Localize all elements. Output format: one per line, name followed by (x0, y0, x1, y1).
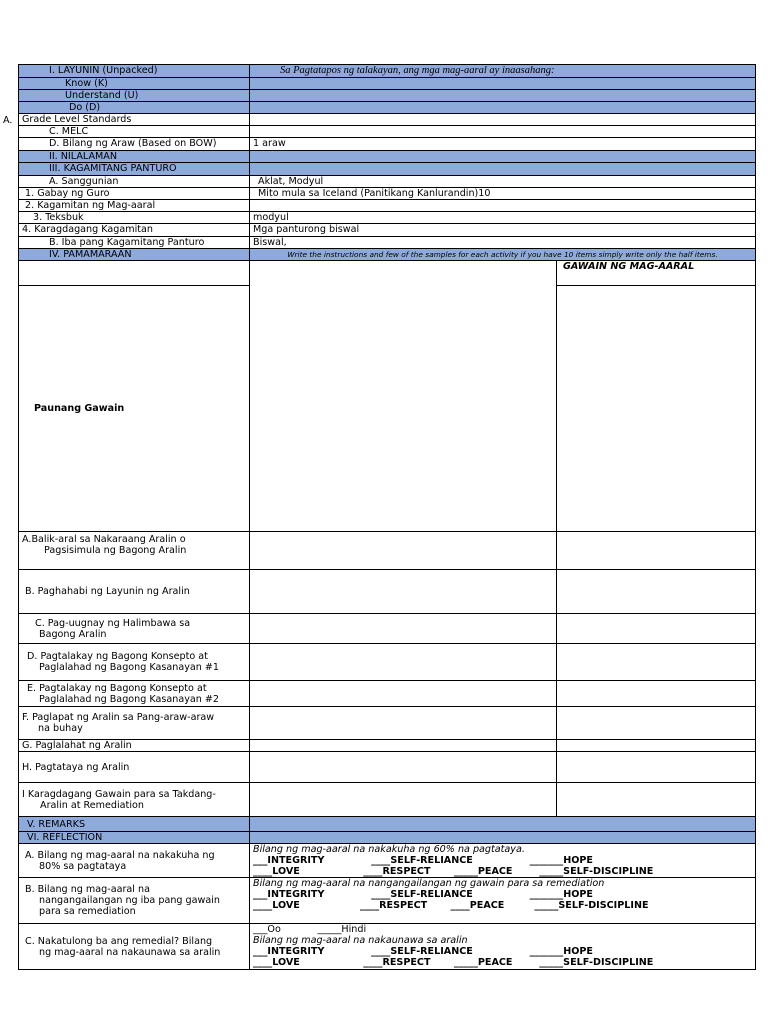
gawain-header: GAWAIN NG MAG-AARAL (557, 261, 756, 286)
do-value[interactable] (250, 102, 756, 114)
row-proc-b (19, 570, 756, 614)
gabay-value[interactable]: Mito mula sa Iceland (Panitikang Kanlurandin)10 (250, 188, 756, 200)
proc-e-guro[interactable] (250, 681, 557, 707)
proc-f-mag-aaral[interactable] (557, 707, 756, 740)
row-proc-e (19, 681, 756, 707)
row-reflection-b (19, 878, 756, 924)
proc-b-guro[interactable] (250, 570, 557, 614)
core-values-c-2[interactable]: ____LOVE ____RESPECT _____PEACE _____SELF-DISCIPLINE (253, 957, 654, 968)
gabay-label: 1. Gabay ng Guro (19, 188, 250, 200)
kagamitan-mag-value[interactable] (250, 200, 756, 212)
row-procedure-header (19, 261, 756, 286)
layunin-value[interactable]: Sa Pagtatapos ng talakayan, ang mga mag-aaral ay inaasahang: (250, 65, 756, 78)
row-proc-d (19, 644, 756, 681)
proc-a-guro[interactable] (250, 532, 557, 570)
row-sanggunian (19, 176, 756, 188)
proc-g-label: G. Paglalahat ng Aralin (19, 740, 250, 752)
row-understand (19, 90, 756, 102)
grade-level-label: Grade Level Standards (19, 114, 250, 126)
kagamitang-value[interactable] (250, 163, 756, 176)
proc-i-label: I Karagdagang Gawain para sa Takdang- Aralin at Remediation (19, 783, 250, 817)
row-proc-a (19, 532, 756, 570)
row-reflection (19, 832, 756, 844)
row-layunin (19, 65, 756, 78)
proc-c-label: C. Pag-uugnay ng Halimbawa sa Bagong Aralin (19, 614, 250, 644)
melc-value[interactable] (250, 126, 756, 138)
nilalaman-value[interactable] (250, 151, 756, 163)
row-teksbuk (19, 212, 756, 224)
row-pamamaraan (19, 249, 756, 261)
core-values-c-1[interactable]: ___INTEGRITY ____SELF-RELIANCE _______HOPE (253, 946, 593, 957)
paunang-label: Paunang Gawain (19, 286, 250, 532)
row-know (19, 78, 756, 90)
layunin-label: I. LAYUNIN (Unpacked) (19, 65, 250, 78)
kagamitan-mag-label: 2. Kagamitan ng Mag-aaral (19, 200, 250, 212)
proc-g-mag-aaral[interactable] (557, 740, 756, 752)
karagdagang-label: 4. Karagdagang Kagamitan (19, 224, 250, 237)
row-iba-pang (19, 237, 756, 249)
row-melc (19, 126, 756, 138)
reflection-b-note: Bilang ng mag-aaral na nangangailangan ng gawain para sa remediation (253, 878, 605, 889)
reflection-c-value[interactable] (250, 924, 756, 970)
row-kagamitan-mag (19, 200, 756, 212)
core-values-a-2[interactable]: ____LOVE ____RESPECT _____PEACE _____SELF-DISCIPLINE (253, 866, 654, 877)
iba-pang-value[interactable]: Biswal, (250, 237, 756, 249)
proc-f-label: F. Paglapat ng Aralin sa Pang-araw-araw na buhay (19, 707, 250, 740)
reflection-c-note: Bilang ng mag-aaral na nakaunawa sa aralin (253, 935, 468, 946)
row-grade-level (19, 114, 756, 126)
grade-level-value[interactable] (250, 114, 756, 126)
reflection-label: VI. REFLECTION (19, 832, 250, 844)
lesson-plan-document (18, 64, 755, 970)
know-label: Know (K) (19, 78, 250, 90)
oo-hindi-choice[interactable]: ___Oo _____Hindi (253, 924, 367, 935)
row-remarks (19, 817, 756, 832)
row-kagamitang (19, 163, 756, 176)
reflection-c-label: C. Nakatulong ba ang remedial? Bilang ng mag-aaral na nakaunawa sa aralin (19, 924, 250, 970)
proc-f-guro[interactable] (250, 707, 557, 740)
proc-h-label: H. Pagtataya ng Aralin (19, 752, 250, 783)
procedure-label-blank (19, 261, 250, 286)
row-proc-c (19, 614, 756, 644)
bilang-araw-label: D. Bilang ng Araw (Based on BOW) (19, 138, 250, 151)
proc-i-mag-aaral[interactable] (557, 783, 756, 817)
teksbuk-value[interactable]: modyul (250, 212, 756, 224)
remarks-value[interactable] (250, 817, 756, 832)
reflection-b-value[interactable] (250, 878, 756, 924)
karagdagang-value[interactable]: Mga panturong biswal (250, 224, 756, 237)
mag-aaral-paunang[interactable] (557, 286, 756, 532)
proc-d-mag-aaral[interactable] (557, 644, 756, 681)
know-value[interactable] (250, 78, 756, 90)
proc-d-guro[interactable] (250, 644, 557, 681)
nilalaman-label: II. NILALAMAN (19, 151, 250, 163)
margin-letter-a: A. (3, 115, 13, 126)
understand-label: Understand (U) (19, 90, 250, 102)
row-proc-i (19, 783, 756, 817)
row-proc-f (19, 707, 756, 740)
proc-a-mag-aaral[interactable] (557, 532, 756, 570)
proc-c-mag-aaral[interactable] (557, 614, 756, 644)
row-bilang-araw (19, 138, 756, 151)
proc-e-mag-aaral[interactable] (557, 681, 756, 707)
reflection-a-value[interactable] (250, 844, 756, 878)
pamamaraan-label: IV. PAMAMARAAN (19, 249, 250, 261)
melc-label: C. MELC (19, 126, 250, 138)
core-values-b-2[interactable]: ____LOVE ____RESPECT ____PEACE _____SELF-DISCIPLINE (253, 900, 649, 911)
guro-column-paunang[interactable] (250, 261, 557, 532)
sanggunian-value[interactable]: Aklat, Modyul (250, 176, 756, 188)
reflection-b-label: B. Bilang ng mag-aaral na nangangailangan ng iba pang gawain para sa remediation (19, 878, 250, 924)
row-proc-g (19, 740, 756, 752)
reflection-a-label: A. Bilang ng mag-aaral na nakakuha ng 80% sa pagtataya (19, 844, 250, 878)
proc-g-guro[interactable] (250, 740, 557, 752)
proc-h-guro[interactable] (250, 752, 557, 783)
sanggunian-label: A. Sanggunian (19, 176, 250, 188)
row-gabay (19, 188, 756, 200)
row-do (19, 102, 756, 114)
proc-b-mag-aaral[interactable] (557, 570, 756, 614)
bilang-araw-value[interactable]: 1 araw (250, 138, 756, 151)
proc-i-guro[interactable] (250, 783, 557, 817)
row-reflection-c (19, 924, 756, 970)
proc-h-mag-aaral[interactable] (557, 752, 756, 783)
do-label: Do (D) (19, 102, 250, 114)
reflection-a-note: Bilang ng mag-aaral na nakakuha ng 60% na pagtataya. (253, 844, 525, 855)
row-reflection-a (19, 844, 756, 878)
kagamitang-label: III. KAGAMITANG PANTURO (19, 163, 250, 176)
core-values-a-1[interactable]: ___INTEGRITY ____SELF-RELIANCE _______HOPE (253, 855, 593, 866)
row-nilalaman (19, 151, 756, 163)
remarks-label: V. REMARKS (19, 817, 250, 832)
proc-c-guro[interactable] (250, 614, 557, 644)
iba-pang-label: B. Iba pang Kagamitang Panturo (19, 237, 250, 249)
teksbuk-label: 3. Teksbuk (19, 212, 250, 224)
proc-b-label: B. Paghahabi ng Layunin ng Aralin (19, 570, 250, 614)
proc-a-label: A.Balik-aral sa Nakaraang Aralin o Pagsisimula ng Bagong Aralin (19, 532, 250, 570)
pamamaraan-value: Write the instructions and few of the samples for each activity if you have 10 items simply write only the half items. (250, 249, 756, 261)
proc-e-label: E. Pagtalakay ng Bagong Konsepto at Paglalahad ng Bagong Kasanayan #2 (19, 681, 250, 707)
understand-value[interactable] (250, 90, 756, 102)
proc-d-label: D. Pagtalakay ng Bagong Konsepto at Paglalahad ng Bagong Kasanayan #1 (19, 644, 250, 681)
core-values-b-1[interactable]: ___INTEGRITY ____SELF-RELIANCE _______HOPE (253, 889, 593, 900)
row-karagdagang (19, 224, 756, 237)
reflection-value[interactable] (250, 832, 756, 844)
lesson-plan-table (18, 64, 756, 970)
row-proc-h (19, 752, 756, 783)
